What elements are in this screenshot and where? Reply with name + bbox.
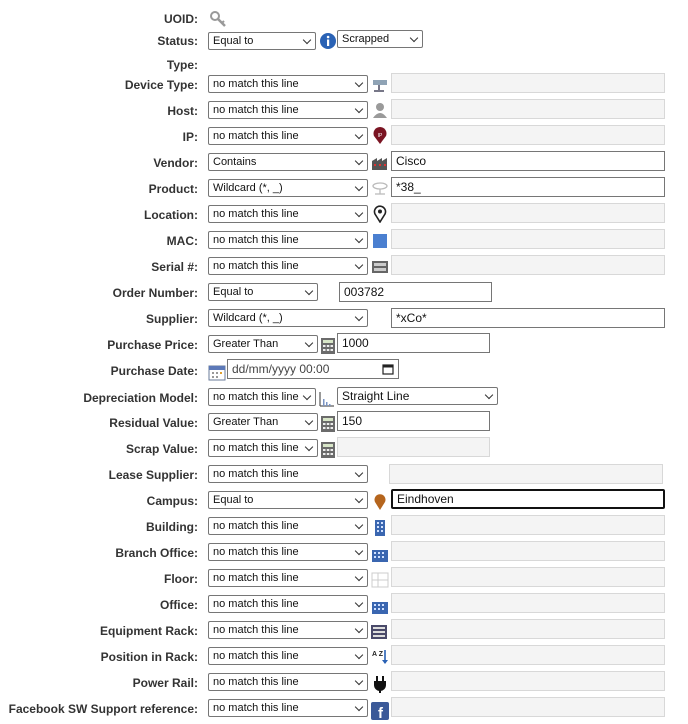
label-lease-supplier: Lease Supplier: <box>108 468 198 482</box>
mac-operator-select[interactable]: no match this line <box>208 231 368 249</box>
facebook-sw-operator-select[interactable]: no match this line <box>208 699 368 717</box>
office-operator-select[interactable]: no match this line <box>208 595 368 613</box>
row-campus <box>0 488 688 514</box>
device-type-icon <box>371 75 389 93</box>
branch-office-input[interactable] <box>391 541 665 561</box>
row-ip <box>0 124 688 150</box>
supplier-operator-select[interactable]: Wildcard (*, _) <box>208 309 368 327</box>
device-type-operator-select[interactable]: no match this line <box>208 75 368 93</box>
ip-pin-text: IP <box>377 133 383 139</box>
row-serial <box>0 254 688 280</box>
row-power-rail <box>0 670 688 696</box>
floor-icon <box>371 571 389 589</box>
calculator-icon[interactable] <box>319 441 337 459</box>
mac-input[interactable] <box>391 229 665 249</box>
label-building: Building: <box>146 520 198 534</box>
label-facebook-sw: Facebook SW Support reference: <box>8 702 198 716</box>
depreciation-model-operator-select[interactable]: no match this line <box>208 388 316 406</box>
campus-pin-icon <box>371 493 389 511</box>
label-device-type: Device Type: <box>124 78 198 92</box>
device-type-input[interactable] <box>391 73 665 93</box>
power-rail-operator-select[interactable]: no match this line <box>208 673 368 691</box>
building-operator-select[interactable]: no match this line <box>208 517 368 535</box>
label-supplier: Supplier: <box>145 312 198 326</box>
calculator-icon[interactable] <box>319 415 337 433</box>
label-order-number: Order Number: <box>112 286 198 300</box>
purchase-price-input[interactable]: 1000 <box>337 333 490 353</box>
row-lease-supplier <box>0 462 688 488</box>
host-operator-select[interactable]: no match this line <box>208 101 368 119</box>
scrap-value-input[interactable] <box>337 437 490 457</box>
info-icon[interactable] <box>319 32 337 50</box>
facebook-icon-text: f <box>378 705 383 720</box>
row-depreciation-model <box>0 385 688 411</box>
row-building <box>0 514 688 540</box>
product-input[interactable]: *38_ <box>391 177 665 197</box>
residual-value-input[interactable]: 150 <box>337 411 490 431</box>
calendar-icon[interactable] <box>208 363 226 381</box>
label-scrap-value: Scrap Value: <box>125 442 198 456</box>
label-type: Type: <box>166 58 198 72</box>
row-location <box>0 202 688 228</box>
row-host <box>0 98 688 124</box>
residual-value-operator-select[interactable]: Greater Than <box>208 413 318 431</box>
label-serial: Serial #: <box>151 260 198 274</box>
floor-operator-select[interactable]: no match this line <box>208 569 368 587</box>
location-pin-icon <box>371 205 389 223</box>
key-icon <box>209 10 227 28</box>
row-branch-office <box>0 540 688 566</box>
label-equipment-rack: Equipment Rack: <box>99 624 198 638</box>
serial-input[interactable] <box>391 255 665 275</box>
status-value-select[interactable]: Scrapped <box>337 30 423 48</box>
floor-input[interactable] <box>391 567 665 587</box>
label-office: Office: <box>159 598 198 612</box>
row-position-in-rack <box>0 644 688 670</box>
label-power-rail: Power Rail: <box>132 676 198 690</box>
calculator-icon[interactable] <box>319 337 337 355</box>
plug-icon <box>371 675 389 693</box>
depreciation-model-value-select[interactable]: Straight Line <box>337 387 498 405</box>
office-icon <box>371 597 389 615</box>
row-equipment-rack <box>0 618 688 644</box>
rack-icon <box>370 623 388 641</box>
row-facebook-sw <box>0 696 688 722</box>
serial-icon <box>371 257 389 275</box>
sort-az-text: A Z <box>372 651 384 658</box>
supplier-input[interactable]: *xCo* <box>391 308 665 328</box>
row-office <box>0 592 688 618</box>
status-operator-select[interactable]: Equal to <box>208 32 316 50</box>
product-icon <box>371 179 389 197</box>
row-vendor <box>0 150 688 176</box>
label-ip: IP: <box>182 130 198 144</box>
purchase-price-operator-select[interactable]: Greater Than <box>208 335 318 353</box>
ip-operator-select[interactable]: no match this line <box>208 127 368 145</box>
user-icon <box>371 101 389 119</box>
order-number-input[interactable]: 003782 <box>339 282 492 302</box>
vendor-input[interactable]: Cisco <box>391 151 665 171</box>
row-order-number <box>0 280 688 306</box>
factory-icon <box>371 153 389 171</box>
purchase-date-value: dd/mm/yyyy 00:00 <box>232 362 330 376</box>
equipment-rack-operator-select[interactable]: no match this line <box>208 621 368 639</box>
host-input[interactable] <box>391 99 665 119</box>
label-purchase-price: Purchase Price: <box>107 338 198 352</box>
row-supplier <box>0 306 688 332</box>
facebook-icon <box>371 702 389 720</box>
row-residual-value <box>0 410 688 436</box>
position-in-rack-operator-select[interactable]: no match this line <box>208 647 368 665</box>
equipment-rack-input[interactable] <box>391 619 665 639</box>
lease-supplier-input[interactable] <box>389 464 663 484</box>
label-location: Location: <box>144 208 198 222</box>
label-residual-value: Residual Value: <box>109 416 198 430</box>
label-product: Product: <box>148 182 198 196</box>
label-campus: Campus: <box>146 494 198 508</box>
serial-operator-select[interactable]: no match this line <box>208 257 368 275</box>
row-scrap-value <box>0 436 688 462</box>
ip-pin-icon <box>371 127 389 145</box>
label-mac: MAC: <box>166 234 198 248</box>
sort-az-icon <box>371 648 389 666</box>
location-operator-select[interactable]: no match this line <box>208 205 368 223</box>
label-host: Host: <box>167 104 198 118</box>
row-product <box>0 176 688 202</box>
label-position-in-rack: Position in Rack: <box>100 650 198 664</box>
building-input[interactable] <box>391 515 665 535</box>
vendor-operator-select[interactable]: Contains <box>208 153 368 171</box>
label-vendor: Vendor: <box>153 156 198 170</box>
chart-icon <box>318 390 336 408</box>
row-mac <box>0 228 688 254</box>
label-branch-office: Branch Office: <box>115 546 198 560</box>
position-in-rack-input[interactable] <box>391 645 665 665</box>
label-depreciation-model: Depreciation Model: <box>83 391 198 405</box>
product-operator-select[interactable]: Wildcard (*, _) <box>208 179 368 197</box>
lease-supplier-operator-select[interactable]: no match this line <box>208 465 368 483</box>
branch-office-operator-select[interactable]: no match this line <box>208 543 368 561</box>
row-purchase-price <box>0 332 688 358</box>
mac-icon <box>371 231 389 249</box>
ip-input[interactable] <box>391 125 665 145</box>
label-floor: Floor: <box>164 572 198 586</box>
date-picker-icon[interactable] <box>382 363 394 375</box>
location-input[interactable] <box>391 203 665 223</box>
building-icon <box>371 519 389 537</box>
scrap-value-operator-select[interactable]: no match this line <box>208 439 318 457</box>
purchase-date-input[interactable] <box>227 359 399 379</box>
power-rail-input[interactable] <box>391 671 665 691</box>
row-purchase-date <box>0 358 688 384</box>
campus-input[interactable]: Eindhoven <box>391 489 665 509</box>
facebook-sw-input[interactable] <box>391 697 665 717</box>
office-input[interactable] <box>391 593 665 613</box>
order-number-operator-select[interactable]: Equal to <box>208 283 318 301</box>
label-status: Status: <box>157 34 198 48</box>
row-floor <box>0 566 688 592</box>
campus-operator-select[interactable]: Equal to <box>208 491 368 509</box>
row-device-type <box>0 72 688 98</box>
branch-office-icon <box>371 545 389 563</box>
label-purchase-date: Purchase Date: <box>110 364 198 378</box>
row-status <box>0 28 688 54</box>
label-uoid: UOID: <box>164 12 198 26</box>
